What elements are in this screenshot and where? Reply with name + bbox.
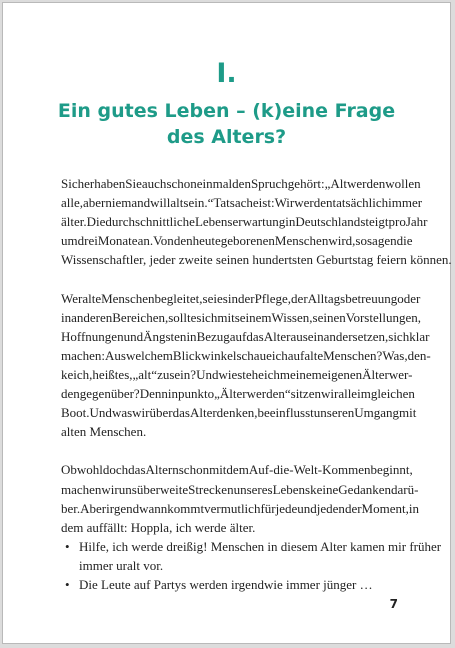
word: Was, [382,347,408,363]
word: wir [132,405,150,421]
bullet-list [61,537,442,594]
word: denken, [216,405,258,421]
paragraph-spacer [61,441,401,460]
text-line [61,499,419,518]
word: machen: [61,347,106,363]
body-text [61,174,452,594]
word: „Älterwerden“ [214,386,291,402]
word: schaue [236,347,272,363]
word: Von [153,233,174,249]
word: meinem [279,366,322,382]
word: so [355,233,367,249]
word: Aber [80,500,107,516]
word: sollte [168,309,197,325]
word: Bezug [196,328,230,344]
word: Alter [189,405,217,421]
word: ich, [73,366,93,382]
word: uns [118,481,137,497]
word: sagen [366,233,397,249]
word: Bereichen, [112,309,169,325]
word: über [149,405,173,421]
text-line [61,403,417,422]
word: Pflege, [254,290,292,306]
word: Moment, [361,500,409,516]
text-line [61,346,431,365]
text-line [61,212,428,231]
word: das [128,462,146,478]
word: sich [388,328,410,344]
word: den [173,233,193,249]
word: wie [218,366,238,382]
word: ber. [61,500,81,516]
word: Aus [105,347,126,363]
word: geborenen [220,233,275,249]
text-line: immer uralt vor. [79,557,164,573]
word: seinem [234,309,272,325]
text-line [61,174,421,193]
word: dem [226,462,249,478]
word: Alltagsbetreuung [307,290,398,306]
word: mit [399,405,417,421]
paragraph-spacer [61,269,401,288]
word: was [111,405,133,421]
word: es [217,290,228,306]
word: Deutschland [295,214,361,230]
chapter-title-line: des Alters? [166,126,287,148]
word: Strecken [188,481,234,497]
word: Sie [125,176,142,191]
word: heute [192,233,221,249]
word: tatsächlich [332,195,389,211]
word: Lebens [272,481,311,497]
word: um [61,233,78,249]
bullet-icon: • [65,538,70,554]
word: Wer [61,290,83,306]
word: Hoffnungen [61,328,124,344]
word: ke [61,366,74,382]
chapter-title [3,98,450,150]
word: alle, [61,195,84,211]
word: Umgang [354,405,400,421]
text-line [61,193,423,212]
word: Vorstellungen, [345,309,421,325]
word: den [61,386,80,402]
word: auf [287,347,305,363]
word: alte [82,290,102,306]
word: stehe [237,366,264,382]
word: pro [388,214,406,230]
word: und [123,328,144,344]
bullet-icon: • [65,576,70,592]
word: in [285,214,296,230]
word: beeinflusst [257,405,314,421]
word: weite [159,481,189,497]
word: in [186,328,197,344]
word: begleitet, [154,290,203,306]
paragraph [61,460,419,536]
word: vermutlich [204,500,261,516]
word: Spruch [250,176,288,191]
word: mit [217,309,235,325]
word: Sicher [61,176,95,191]
paragraph [61,289,431,442]
word: und [297,500,317,516]
word: Und [196,366,219,382]
word: im [357,386,371,402]
word: wir [320,386,339,402]
word: Menschen? [323,347,383,363]
text-line [61,231,413,250]
word: werden [294,195,333,211]
word: sein.“ [183,195,214,211]
word: auseinandersetzen, [290,328,389,344]
word: punkto [178,386,215,402]
word: das [246,328,264,344]
word: alle [338,386,358,402]
word: den- [407,347,431,363]
list-item [61,537,442,575]
word: in [167,386,178,402]
word: in [61,309,72,325]
word: Wir [274,195,295,211]
word: der [291,290,308,306]
text-line [61,480,419,499]
page-number: 7 [389,597,398,611]
word: sich [196,309,218,325]
word: Und [89,405,112,421]
word: gleichen [370,386,415,402]
word: Altern [145,462,179,478]
word: jeden [316,500,345,516]
word: Boot. [61,405,90,421]
word: ich [271,347,288,363]
word: beginnt, [370,462,413,478]
word: keine [310,481,339,497]
word: Alter [263,328,291,344]
word: in [408,500,419,516]
word: an. [137,233,154,249]
word: alt [170,195,184,211]
word: heißt [92,366,119,382]
word: wir [101,481,119,497]
text-line [61,308,421,327]
word: gegenüber? [79,386,140,402]
text-line [61,384,415,403]
text-line: alten Menschen. [61,424,147,440]
word: Jahr [405,214,428,230]
word: über [136,481,160,497]
text-line: Wissenschaftler, jeder zweite seinen hundertsten Geburtstag feiern können. [61,252,452,268]
word: in [227,290,238,306]
chapter-title-line: Ein gutes Leben – (k)eine Frage [57,100,396,122]
word: mit [209,462,227,478]
word: Denn [139,386,168,402]
word: Monate [97,233,138,249]
word: älter. [61,214,87,230]
word: haben [94,176,126,191]
word: Lebenserwartung [194,214,286,230]
word: der [344,500,362,516]
word: einmal [196,176,233,191]
word: anderen [71,309,113,325]
word: Obwohl [61,462,103,478]
word: schon [166,176,197,191]
word: das [172,405,190,421]
word: unseres [233,481,273,497]
word: oder [397,290,421,306]
word: unseren [313,405,355,421]
word: gehört: [287,176,325,191]
word: Tatsache [213,195,259,211]
paragraph [61,174,452,269]
word: seinen [312,309,346,325]
word: wollen [385,176,421,191]
word: der [237,290,255,306]
word: machen [61,481,102,497]
word: steigt [360,214,389,230]
word: schon [178,462,210,478]
word: es, [118,366,133,382]
word: ist: [258,195,275,211]
word: „Alt [324,176,348,191]
text-line: Hilfe, ich werde dreißig! Menschen in diesem Alter kamen mir früher [79,538,442,554]
word: darü- [390,481,419,497]
word: wird, [328,233,356,249]
word: sei [202,290,217,306]
word: Menschen [274,233,329,249]
word: ich [263,366,280,382]
word: eigenen [321,366,363,382]
word: Wissen, [271,309,313,325]
word: für [260,500,276,516]
word: will [150,195,171,211]
list-item [61,575,401,594]
text-line [61,327,430,346]
word: Blickwinkel [172,347,237,363]
word: doch [102,462,129,478]
word: alte [304,347,324,363]
word: Älterwer- [362,366,413,382]
word: Menschen [101,290,155,306]
word: Gedanken [338,481,391,497]
word: aber [83,195,106,211]
word: jede [275,500,298,516]
book-page [2,2,451,644]
text-line [61,460,413,479]
word: werden [347,176,386,191]
word: durchschnittliche [105,214,195,230]
word: die [396,233,413,249]
text-line [61,365,413,384]
word: immer [388,195,423,211]
word: Die [86,214,106,230]
word: Ängsten [143,328,187,344]
word: den [232,176,251,191]
word: drei [77,233,98,249]
word: welchem [126,347,173,363]
text-line [61,289,421,308]
chapter-number: I. [216,58,237,89]
word: kommt [167,500,205,516]
word: „alt“ [132,366,158,382]
word: klar [409,328,430,344]
word: irgendwann [106,500,168,516]
word: sitzen [290,386,321,402]
word: zu [157,366,170,382]
word: Auf-die-Welt-Kommen [248,462,371,478]
word: sein? [169,366,197,382]
text-line: dem auffällt: Hoppla, ich werde älter. [61,519,256,535]
word: niemand [105,195,151,211]
word: auch [141,176,167,191]
word: auf [229,328,247,344]
text-line: Die Leute auf Partys werden irgendwie immer jünger … [79,576,373,592]
